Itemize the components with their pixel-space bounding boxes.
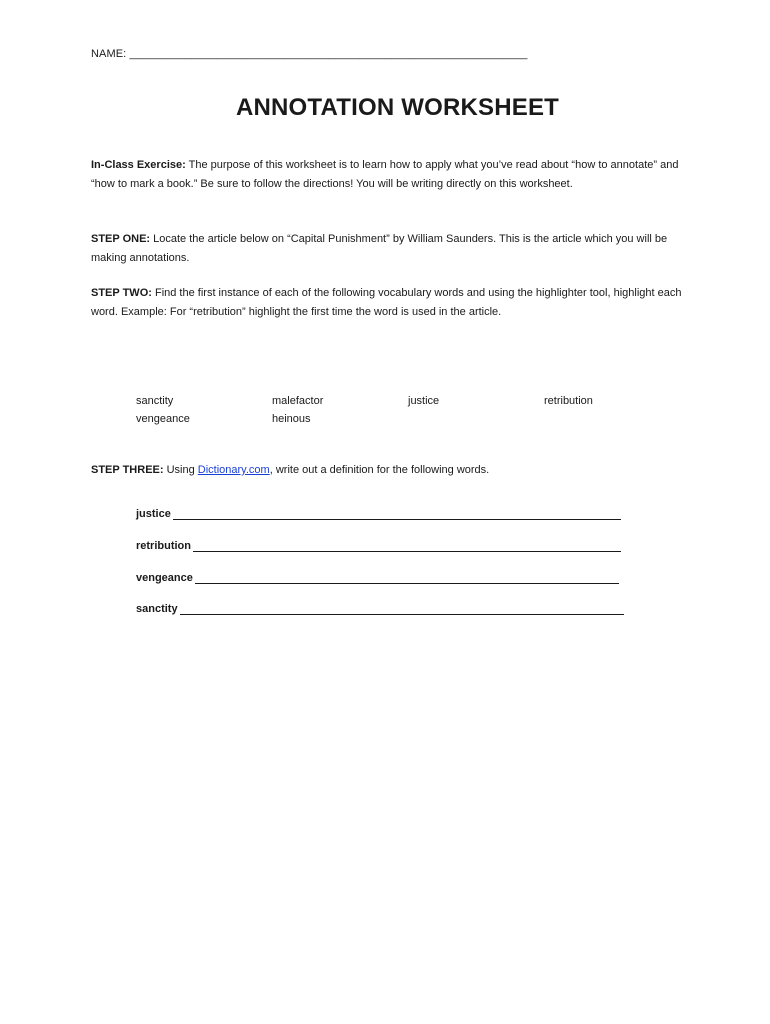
vocabulary-list xyxy=(136,393,656,428)
vocab-word-vengeance: vengeance xyxy=(136,412,190,425)
definition-label-justice: justice xyxy=(136,508,171,520)
page-title: ANNOTATION WORKSHEET xyxy=(235,94,560,121)
definition-blank-justice[interactable] xyxy=(173,508,621,520)
vocab-word-retribution: retribution xyxy=(544,395,593,407)
step-two-label: STEP TWO: xyxy=(91,287,152,299)
intro-label: In-Class Exercise: xyxy=(91,159,186,171)
vocab-word-sanctity: sanctity xyxy=(136,395,174,407)
definition-retribution xyxy=(136,540,621,552)
definition-vengeance xyxy=(136,572,619,584)
step-one-label: STEP ONE: xyxy=(91,233,151,245)
step-one-text: Locate the article below on “Capital Punishment” by William Saunders. This is the article which you will be making annotations. xyxy=(91,233,668,264)
definition-label-vengeance: vengeance xyxy=(136,572,193,584)
intro-paragraph xyxy=(91,156,691,193)
step-three-text-after: , write out a definition for the following words. xyxy=(269,464,490,476)
name-field-line[interactable]: NAME: ________________________________________________________________ xyxy=(91,48,528,60)
intro-text: The purpose of this worksheet is to learn how to apply what you’ve read about “how to annotate” and “how to mark a book.” Be sure to follow the directions! You will be writing directly on this worksheet. xyxy=(91,159,679,190)
step-three-label: STEP THREE: xyxy=(91,464,164,476)
step-one-paragraph xyxy=(91,230,691,267)
definition-blank-vengeance[interactable] xyxy=(195,572,619,584)
definition-sanctity xyxy=(136,603,624,615)
vocabulary-row xyxy=(136,393,656,411)
step-three-text-before: Using xyxy=(163,464,198,476)
definition-label-retribution: retribution xyxy=(136,540,191,552)
definition-blank-retribution[interactable] xyxy=(193,540,621,552)
dictionary-link[interactable]: Dictionary.com xyxy=(197,464,270,476)
step-three-paragraph xyxy=(91,461,691,480)
step-two-text: Find the first instance of each of the following vocabulary words and using the highlighter tool, highlight each word. Example: For “retribution” highlight the first time the word is used in the article. xyxy=(91,287,682,318)
definition-blank-sanctity[interactable] xyxy=(180,603,624,615)
vocab-word-justice: justice xyxy=(408,395,440,407)
vocab-word-heinous: heinous xyxy=(272,412,311,425)
step-two-paragraph xyxy=(91,284,691,321)
definition-justice xyxy=(136,508,621,520)
definition-label-sanctity: sanctity xyxy=(136,603,178,615)
vocabulary-row xyxy=(136,411,656,429)
vocab-word-malefactor: malefactor xyxy=(272,395,324,407)
